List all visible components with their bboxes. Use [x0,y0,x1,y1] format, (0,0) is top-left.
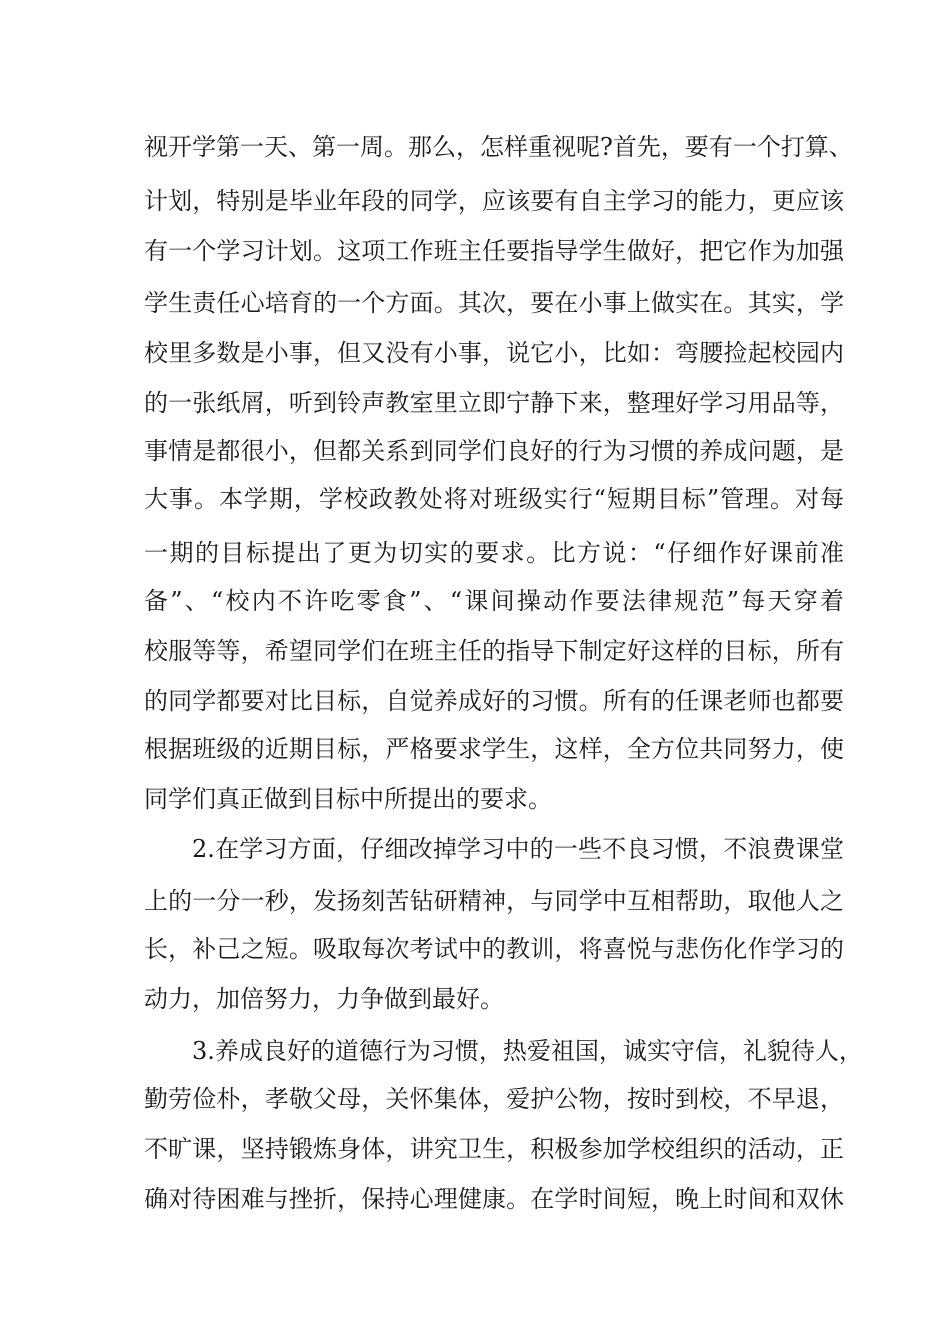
text-line: 视开学第一天、第一周。那么，怎样重视呢?首先，要有一个打算、 [144,133,853,161]
text-line: 事情是都很小，但都关系到同学们良好的行为习惯的养成问题，是 [144,437,844,465]
text-line: 的一张纸屑，听到铃声教室里立即宁静下来，整理好学习用品等， [144,389,844,417]
text-line: 同学们真正做到目标中所提出的要求。 [144,785,552,813]
text-line: 备”、“校内不许吃零食”、“课间操动作要法律规范”每天穿着 [144,587,844,615]
text-line: 有一个学习计划。这项工作班主任要指导学生做好，把它作为加强 [144,237,844,265]
text-line: 计划，特别是毕业年段的同学，应该要有自主学习的能力，更应该 [144,187,844,215]
text-line: 3.养成良好的道德行为习惯，热爱祖国，诚实守信，礼貌待人， [192,1037,863,1065]
text-line: 上的一分一秒，发扬刻苦钻研精神，与同学中互相帮助，取他人之 [144,887,844,915]
text-line: 确对待困难与挫折，保持心理健康。在学时间短，晚上时间和双休 [144,1185,844,1213]
text-line: 校里多数是小事，但又没有小事，说它小，比如：弯腰捡起校园内 [144,339,844,367]
text-line: 根据班级的近期目标，严格要求学生，这样，全方位共同努力，使 [144,735,844,763]
text-line: 勤劳俭朴，孝敬父母，关怀集体，爱护公物，按时到校，不早退， [144,1085,844,1113]
text-line: 动力，加倍努力，力争做到最好。 [144,985,504,1013]
text-line: 大事。本学期，学校政教处将对班级实行“短期目标”管理。对每 [144,485,844,513]
text-line: 长，补己之短。吸取每次考试中的教训，将喜悦与悲伤化作学习的 [144,935,844,963]
text-line: 校服等等，希望同学们在班主任的指导下制定好这样的目标，所有 [144,637,844,665]
text-line: 一期的目标提出了更为切实的要求。比方说：“仔细作好课前准 [144,539,844,567]
text-line: 的同学都要对比目标，自觉养成好的习惯。所有的任课老师也都要 [144,687,844,715]
text-line: 学生责任心培育的一个方面。其次，要在小事上做实在。其实，学 [144,289,844,317]
text-line: 2.在学习方面，仔细改掉学习中的一些不良习惯，不浪费课堂 [192,835,844,863]
text-line: 不旷课，坚持锻炼身体，讲究卫生，积极参加学校组织的活动，正 [144,1135,844,1163]
